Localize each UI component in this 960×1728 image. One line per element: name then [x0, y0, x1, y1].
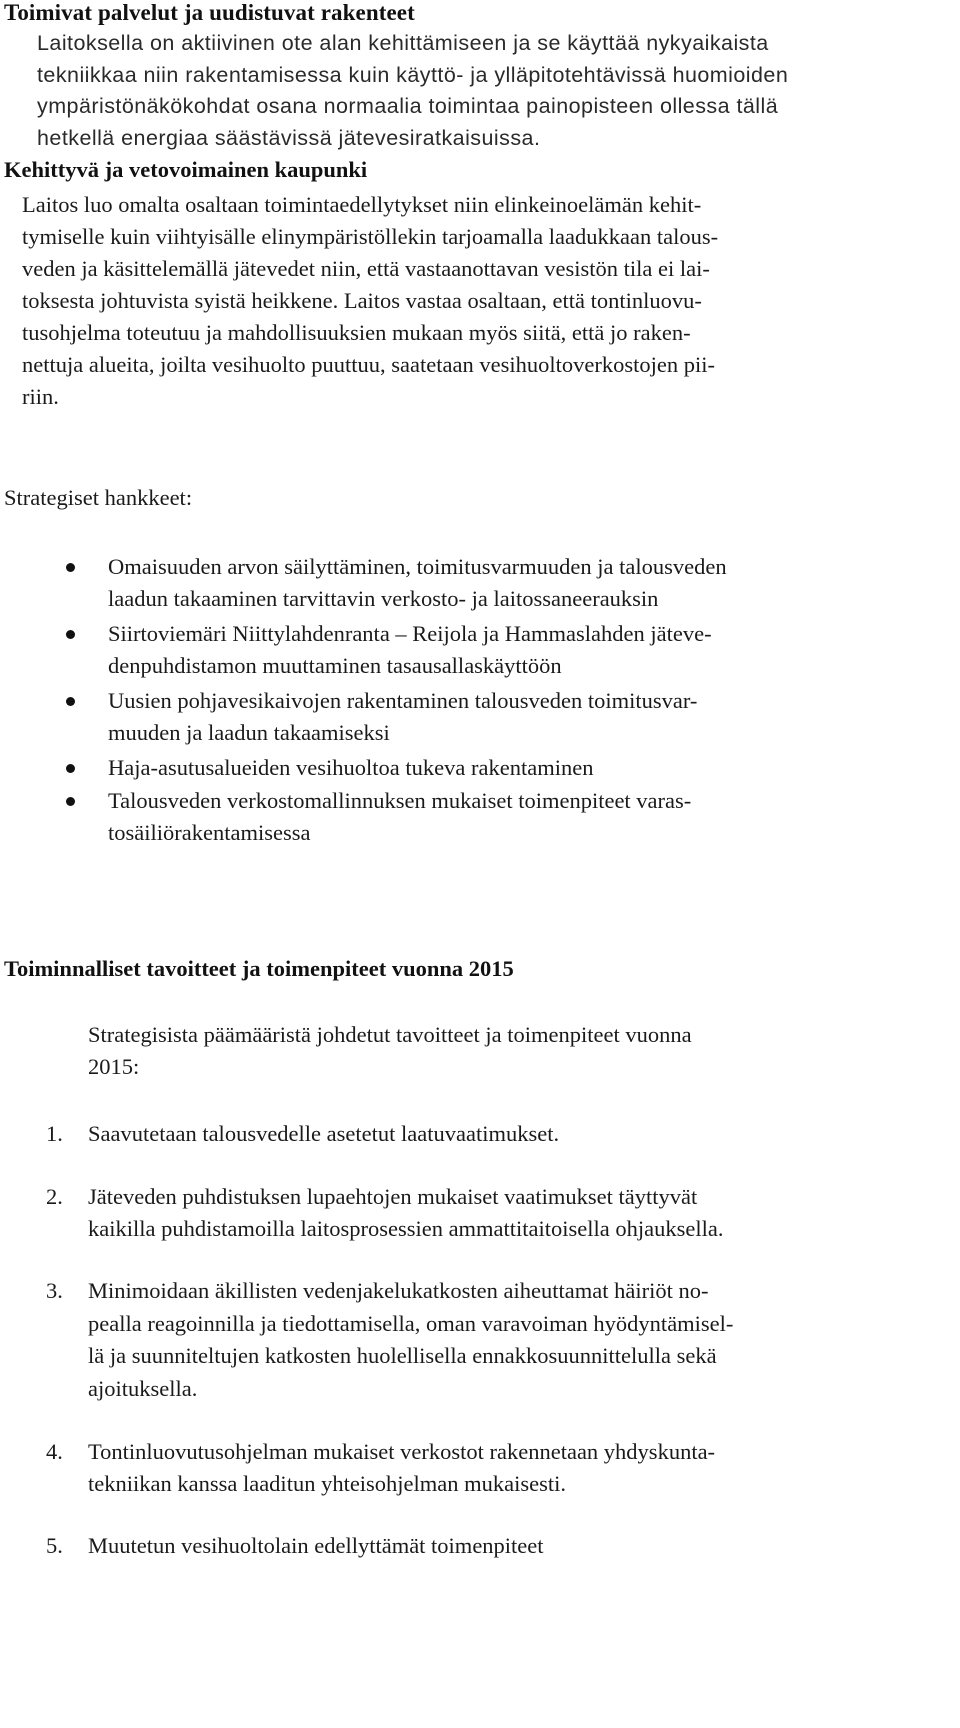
- list-item-line: ajoituksella.: [88, 1376, 198, 1401]
- list-item-line: muuden ja laadun takaamiseksi: [108, 720, 390, 745]
- list-item-line: Saavutetaan talousvedelle asetetut laatuvaatimukset.: [88, 1121, 560, 1146]
- bullet-icon: [66, 797, 75, 806]
- bullet-icon: [66, 630, 75, 639]
- list-item-line: denpuhdistamon muuttaminen tasausallaskäyttöön: [108, 653, 562, 678]
- list-item-line: tekniikan kanssa laaditun yhteisohjelman mukaisesti.: [88, 1471, 567, 1496]
- paragraph-line: tymiselle kuin viihtyisälle elinympäristöllekin tarjoamalla laadukkaan talous-: [22, 224, 719, 249]
- bullet-icon: [66, 764, 75, 773]
- paragraph-line: riin.: [22, 384, 59, 409]
- paragraph-line: tusohjelma toteutuu ja mahdollisuuksien mukaan myös siitä, että jo raken-: [22, 320, 691, 345]
- paragraph-line: nettuja alueita, joilta vesihuolto puuttuu, saatetaan vesihuoltoverkostojen pii-: [22, 352, 715, 377]
- list-number: 5.: [46, 1533, 63, 1558]
- list-item-line: tosäiliörakentamisessa: [108, 820, 311, 845]
- paragraph-line: veden ja käsittelemällä jätevedet niin, että vastaanottavan vesistön tila ei lai-: [22, 256, 710, 281]
- paragraph-line: Laitos luo omalta osaltaan toimintaedellytykset niin elinkeinoelämän kehit-: [22, 192, 702, 217]
- list-item-line: lä ja suunniteltujen katkosten huolellisella ennakkosuunnittelulla sekä: [88, 1343, 717, 1368]
- goals-intro-line: 2015:: [88, 1054, 140, 1079]
- list-item-line: Talousveden verkostomallinnuksen mukaiset toimenpiteet varas-: [108, 788, 692, 813]
- section-heading-services: Toimivat palvelut ja uudistuvat rakenteet: [4, 0, 415, 25]
- strategic-projects-label: Strategiset hankkeet:: [4, 485, 193, 510]
- list-item-line: Haja-asutusalueiden vesihuoltoa tukeva rakentaminen: [108, 755, 594, 780]
- section-heading-goals: Toiminnalliset tavoitteet ja toimenpiteet vuonna 2015: [4, 956, 514, 981]
- list-item-line: Tontinluovutusohjelman mukaiset verkostot rakennetaan yhdyskunta-: [88, 1439, 716, 1464]
- list-item-line: laadun takaaminen tarvittavin verkosto- ja laitossaneerauksin: [108, 586, 659, 611]
- list-item-line: Uusien pohjavesikaivojen rakentaminen talousveden toimitusvar-: [108, 688, 698, 713]
- goals-intro-line: Strategisista päämääristä johdetut tavoitteet ja toimenpiteet vuonna: [88, 1022, 692, 1047]
- list-item-line: pealla reagoinnilla ja tiedottamisella, oman varavoiman hyödyntämisel-: [88, 1311, 734, 1336]
- paragraph-line: ympäristönäkökohdat osana normaalia toimintaa painopisteen ollessa tällä: [37, 94, 779, 118]
- list-number: 1.: [46, 1121, 63, 1146]
- bullet-icon: [66, 563, 75, 572]
- paragraph-line: Laitoksella on aktiivinen ote alan kehittämiseen ja se käyttää nykyaikaista: [37, 31, 769, 55]
- list-item-line: Siirtoviemäri Niittylahdenranta – Reijola ja Hammaslahden jäteve-: [108, 621, 712, 646]
- paragraph-line: tekniikkaa niin rakentamisessa kuin käyttö- ja ylläpitotehtävissä huomioiden: [37, 63, 789, 87]
- paragraph-line: hetkellä energiaa säästävissä jätevesiratkaisuissa.: [37, 126, 541, 150]
- list-number: 3.: [46, 1278, 63, 1303]
- list-item-line: Muutetun vesihuoltolain edellyttämät toimenpiteet: [88, 1533, 544, 1558]
- list-item-line: Omaisuuden arvon säilyttäminen, toimitusvarmuuden ja talousveden: [108, 554, 727, 579]
- paragraph-line: toksesta johtuvista syistä heikkene. Laitos vastaa osaltaan, että tontinluovu-: [22, 288, 702, 313]
- bullet-icon: [66, 697, 75, 706]
- section-heading-city: Kehittyvä ja vetovoimainen kaupunki: [4, 157, 368, 182]
- list-item-line: kaikilla puhdistamoilla laitosprosessien ammattitaitoisella ohjauksella.: [88, 1216, 724, 1241]
- list-number: 2.: [46, 1184, 63, 1209]
- list-number: 4.: [46, 1439, 63, 1464]
- list-item-line: Minimoidaan äkillisten vedenjakelukatkosten aiheuttamat häiriöt no-: [88, 1278, 709, 1303]
- list-item-line: Jäteveden puhdistuksen lupaehtojen mukaiset vaatimukset täyttyvät: [88, 1184, 698, 1209]
